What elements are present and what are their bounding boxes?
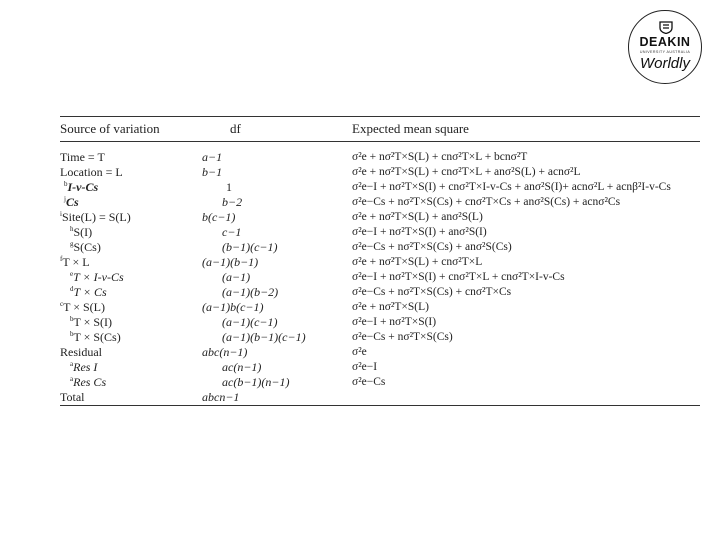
crest-icon: [659, 21, 673, 34]
ems-cell: σ²e−Cs + nσ²T×S(Cs): [352, 331, 453, 343]
source-cell: [70, 330, 121, 345]
table-top-rule: [60, 116, 700, 117]
ems-cell: σ²e−Cs + nσ²T×S(Cs) + cnσ²T×Cs + anσ²S(Cs) + acnσ²Cs: [352, 196, 621, 208]
table-bottom-rule: [60, 405, 700, 406]
df-cell: b−2: [222, 195, 243, 209]
table-row: [0, 180, 720, 195]
source-label: T × S(L): [63, 300, 105, 314]
source-label: S(I): [73, 225, 93, 239]
ems-cell: σ²e + nσ²T×S(L) + cnσ²T×L: [352, 256, 483, 268]
df-cell: abcn−1: [202, 390, 240, 404]
df-cell: b(c−1): [202, 210, 236, 224]
source-cell: [60, 210, 131, 225]
ems-cell: σ²e−I + nσ²T×S(I) + cnσ²T×I-v-Cs + anσ²S(I)+ acnσ²L + acnβ²I-v-Cs: [352, 181, 671, 193]
df-cell: c−1: [222, 225, 242, 239]
df-cell: (a−1)(b−2): [222, 285, 279, 299]
source-cell: [70, 240, 101, 255]
source-label: I-v-Cs: [67, 180, 99, 194]
source-label: Res I: [73, 360, 98, 374]
table-row: [0, 195, 720, 210]
source-label: Res Cs: [73, 375, 107, 389]
ems-cell: σ²e: [352, 346, 367, 358]
footnote-mark: a: [70, 375, 74, 383]
header-df: df: [230, 121, 241, 136]
source-label: Cs: [65, 195, 79, 209]
ems-cell: σ²e + nσ²T×S(L) + cnσ²T×L + bcnσ²T: [352, 151, 528, 163]
source-label: T × S(I): [73, 315, 113, 329]
source-cell: [64, 180, 98, 195]
df-cell: (b−1)(c−1): [222, 240, 278, 254]
ems-cell: σ²e + nσ²T×S(L): [352, 301, 429, 313]
df-cell: a−1: [202, 150, 223, 164]
ems-cell: σ²e−I + nσ²T×S(I) + anσ²S(I): [352, 226, 487, 238]
table-row: [0, 330, 720, 345]
logo-subtitle: UNIVERSITY AUSTRALIA: [639, 50, 691, 54]
source-cell: [70, 225, 92, 240]
table-header-rule: [60, 141, 700, 142]
source-label: S(Cs): [73, 240, 101, 254]
source-cell: Time = T: [60, 150, 105, 164]
df-cell: (a−1)(b−1)(c−1): [222, 330, 306, 344]
footnote-mark: j: [64, 195, 66, 203]
footnote-mark: h: [70, 225, 74, 233]
table-row: [0, 165, 720, 180]
ems-cell: σ²e−I + nσ²T×S(I): [352, 316, 437, 328]
footnote-mark: b: [70, 330, 74, 338]
source-cell: [70, 315, 112, 330]
ems-cell: σ²e−I: [352, 361, 378, 373]
source-cell: Total: [60, 390, 85, 404]
table-row: [0, 375, 720, 390]
source-cell: Residual: [60, 345, 102, 359]
table-row: [0, 150, 720, 165]
logo-name: DEAKIN: [639, 35, 691, 49]
footnote-mark: i: [60, 210, 62, 218]
table-row: [0, 285, 720, 300]
table-row: [0, 345, 720, 360]
table-row: [0, 240, 720, 255]
table-row: [0, 255, 720, 270]
df-cell: (a−1): [222, 270, 251, 284]
header-ems: Expected mean square: [352, 121, 469, 136]
ems-cell: σ²e + nσ²T×S(L) + anσ²S(L): [352, 211, 483, 223]
df-cell: ac(b−1)(n−1): [222, 375, 290, 389]
ems-cell: σ²e−Cs: [352, 376, 386, 388]
table-row: [0, 390, 720, 405]
deakin-logo: [628, 10, 702, 84]
logo-tagline: Worldly: [639, 55, 690, 72]
df-cell: abc(n−1): [202, 345, 248, 359]
footnote-mark: b: [64, 180, 68, 188]
source-label: T × S(Cs): [73, 330, 121, 344]
df-cell: (a−1)(b−1): [202, 255, 259, 269]
ems-cell: σ²e−Cs + nσ²T×S(Cs) + cnσ²T×Cs: [352, 286, 512, 298]
footnote-mark: b: [70, 315, 74, 323]
footnote-mark: c: [60, 300, 64, 308]
header-source: Source of variation: [60, 121, 160, 136]
footnote-mark: f: [60, 255, 63, 263]
df-cell: b−1: [202, 165, 223, 179]
footnote-mark: g: [70, 240, 74, 248]
df-cell: (a−1)b(c−1): [202, 300, 264, 314]
source-cell: [70, 285, 107, 300]
df-cell: ac(n−1): [222, 360, 262, 374]
source-cell: [64, 195, 79, 210]
table-row: [0, 300, 720, 315]
table-row: [0, 315, 720, 330]
table-row: [0, 360, 720, 375]
footnote-mark: d: [70, 285, 74, 293]
source-label: T × L: [62, 255, 90, 269]
source-label: T × I-v-Cs: [73, 270, 124, 284]
footnote-mark: e: [70, 270, 74, 278]
source-cell: [70, 270, 124, 285]
source-cell: [60, 300, 105, 315]
table-row: [0, 225, 720, 240]
table-row: [0, 210, 720, 225]
df-cell: 1: [226, 180, 232, 194]
source-cell: [60, 255, 90, 270]
source-label: Site(L) = S(L): [61, 210, 131, 224]
source-cell: [70, 360, 97, 375]
source-label: T × Cs: [73, 285, 107, 299]
footnote-mark: a: [70, 360, 74, 368]
table-row: [0, 270, 720, 285]
ems-cell: σ²e + nσ²T×S(L) + cnσ²T×L + anσ²S(L) + acnσ²L: [352, 166, 581, 178]
source-cell: Location = L: [60, 165, 123, 179]
source-cell: [70, 375, 106, 390]
df-cell: (a−1)(c−1): [222, 315, 278, 329]
ems-cell: σ²e−Cs + nσ²T×S(Cs) + anσ²S(Cs): [352, 241, 512, 253]
ems-cell: σ²e−I + nσ²T×S(I) + cnσ²T×L + cnσ²T×I-v-Cs: [352, 271, 565, 283]
